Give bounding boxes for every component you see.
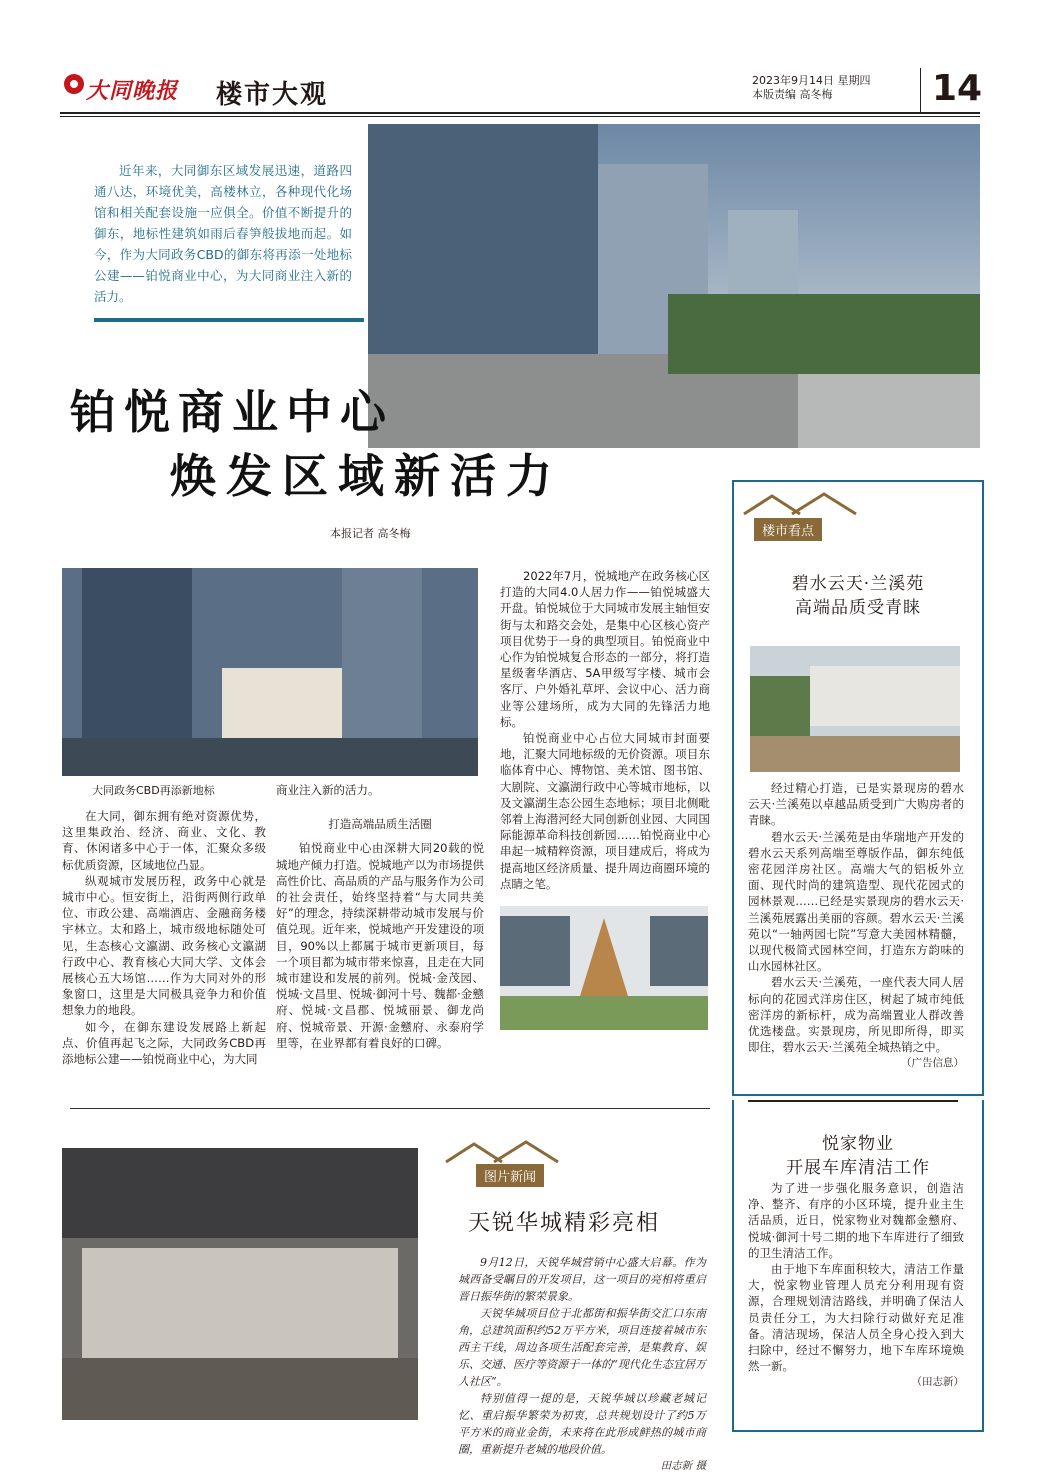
paragraph: 碧水云天·兰溪苑是由华瑞地产开发的碧水云天系列高端至尊版作品，御东纯低密花园洋房社区。高端大气的铝板外立面、现代时尚的建筑造型、现代花园式的园林景观……已经是实景现房的碧水云天·兰溪苑展露出美丽的容颜。碧水云天·兰溪苑以“一轴两园七院”写意大美园林精髓，以现代极简式园林空间，打造东方韵味的山水园林社区。 bbox=[748, 829, 964, 974]
paragraph: 铂悦商业中心占位大同城市封面要地，汇聚大同地标级的无价资源。项目东临体育中心、博物馆、美术馆、图书馆、大剧院、文瀛湖行政中心等城市地标，以及文瀛湖生态公园生态地标；项目北侧毗邻着上海潜河经大同创新创业园、大同国际能源革命科技创新园……铂悦商业中心串起一城精粹资源，项目建成后，将成为提高地区经济质量、提升周边商圈环境的点睛之笔。 bbox=[500, 731, 710, 891]
paragraph: 如今，在御东建设发展路上新起点、价值再起飞之际，大同政务CBD再添地标公建——铂悦商业中心，为大同 bbox=[62, 1019, 266, 1067]
house-roof-icon bbox=[742, 492, 862, 520]
paragraph: 商业注入新的活力。 bbox=[276, 783, 380, 797]
sidebar-2-title bbox=[732, 1132, 984, 1180]
paragraph: 纵观城市发展历程，政务中心就是城市中心。恒安街上，沿街两侧行政单位、市政公建、高端酒店、金融商务楼宇林立。太和路上，城市级地标随处可见，生态核心文瀛湖、政务核心文瀛湖行政中心、教育核心大同大学、文体会展核心五大场馆……作为大同对外的形象窗口，这里是大同极具竞争力和价值想象力的地段。 bbox=[62, 873, 266, 1018]
event-venue-photo bbox=[500, 906, 708, 1030]
sidebar-title bbox=[732, 572, 984, 620]
article-column-3 bbox=[500, 568, 710, 892]
page-number: 14 bbox=[932, 68, 983, 109]
paragraph: 在大同，御东拥有绝对资源优势，这里集政治、经济、商业、文化、教育、休闲诸多中心于一体，汇聚众多级标优质资源，区域地位凸显。 bbox=[62, 809, 266, 872]
intro-rule bbox=[94, 318, 364, 322]
paragraph: 由于地下车库面积较大，清洁工作量大，悦家物业管理人员充分利用现有资源，合理规划清洁路线，并明确了保洁人员责任分工，为大扫除行动做好充足准备。清洁现场，保洁人员全身心投入到大扫除中，经过不懈努力，地下车库环境焕然一新。 bbox=[748, 1262, 964, 1374]
sidebar-article bbox=[748, 780, 964, 1072]
header-rule-thin bbox=[60, 116, 980, 117]
sidebar-2-title-line-2: 开展车库清洁工作 bbox=[786, 1158, 930, 1178]
header-separator bbox=[920, 68, 921, 112]
intro-paragraph: 近年来，大同御东区域发展迅速，道路四通八达，环境优美，高楼林立，各种现代化场馆和相关配套设施一应俱全。价值不断提升的御东，地标性建筑如雨后春笋般拔地而起。如今，作为大同政务CBD的御东将再添一处地标公建——铂悦商业中心，为大同商业注入新的活力。 bbox=[94, 163, 352, 304]
ad-note: （广告信息） bbox=[901, 1057, 964, 1070]
section-divider bbox=[70, 1108, 710, 1109]
author-note: （田志新） bbox=[911, 1376, 964, 1389]
paragraph: 特别值得一提的是，天锐华城以珍藏老城记忆、重启振华繁荣为初衷，总共规划设计了约5万平方米的商业金街，未来将在此形成鲜热的城市商圈，重新提升老城的地段价值。 bbox=[458, 1392, 706, 1456]
cbd-night-photo bbox=[62, 568, 478, 776]
photo-caption: 大同政务CBD再添新地标 bbox=[92, 784, 215, 797]
header-rule bbox=[60, 112, 980, 114]
column-tag: 图片新闻 bbox=[476, 1164, 544, 1187]
sidebar-title-line-1: 碧水云天·兰溪苑 bbox=[791, 574, 925, 594]
byline: 本报记者 高冬梅 bbox=[330, 527, 411, 540]
logo-text: 大同晚报 bbox=[86, 78, 179, 104]
sidebar-title-line-2: 高端品质受青睐 bbox=[795, 598, 921, 618]
article-column-2 bbox=[276, 782, 484, 1051]
paragraph: 天锐华城项目位于北都街和振华街交汇口东南角，总建筑面积约52万平方米，项目连接着城市东西主干线，周边各项生活配套完善，是集教育、娱乐、交通、医疗等资源于一体的“现代化生态宜居万人社区”。 bbox=[458, 1307, 706, 1388]
paragraph: 2022年7月，悦城地产在政务核心区打造的大同4.0人居力作——铂悦城盛大开盘。铂悦城位于大同城市发展主轴恒安街与太和路交会处，是集中心区核心资产项目优势于一身的典型项目。铂悦商业中心作为铂悦城复合形态的一部分，将打造星级奢华酒店、5A甲级写字楼、城市会客厅、户外婚礼草坪、会议中心、活力商业等公建场所，成为大同的先锋活力地标。 bbox=[500, 569, 710, 729]
issue-date: 2023年9月14日 星期四 bbox=[752, 74, 871, 87]
section-title: 楼市大观 bbox=[216, 80, 329, 110]
newspaper-logo bbox=[60, 66, 178, 108]
page-editor: 本版责编 高冬梅 bbox=[752, 88, 833, 101]
hero-photo bbox=[368, 124, 980, 448]
paragraph: 碧水云天·兰溪苑，一座代表大同人居标向的花园式洋房住区，树起了城市纯低密洋房的新标杆，成为高端置业人群改善优选楼盘。实景现房，所见即所得，即买即住，碧水云天·兰溪苑全城热销之中。 bbox=[748, 975, 964, 1055]
subheading: 打造高端品质生活圈 bbox=[328, 817, 432, 832]
photo-news-text bbox=[458, 1254, 706, 1475]
paragraph: 为了进一步强化服务意识，创造洁净、整齐、有序的小区环境，提升业主生活品质，近日，悦家物业对魏都金戆府、悦城·御河十号二期的地下车库进行了细致的卫生清洁工作。 bbox=[748, 1181, 964, 1260]
headline-line-2: 焕发区域新活力 bbox=[170, 449, 562, 503]
paragraph: 铂悦商业中心由深耕大同20载的悦城地产倾力打造。悦城地产以为市场提供高性价比、高品质的产品与服务作为公司的社会责任，始终坚持着“与大同共美好”的理念，持续深耕带动城市发展与价值兑现。近年来，悦城地产开发建设的项目，90%以上都属于城市更新项目，每一个项目都为城市带来惊喜，且走在大同城市建设和发展的前列。悦城·金茂园、悦城·文昌里、悦城·御河十号、魏都·金戆府、悦城·文昌郡、悦城丽景、御龙尚府、悦城帝景、开源·金戆府、永泰府学里等，在业界都有着良好的口碑。 bbox=[276, 841, 484, 1050]
paragraph: 经过精心打造，已是实景现房的碧水云天·兰溪苑以卓越品质受到广大购房者的青睐。 bbox=[748, 781, 964, 828]
column-tag: 楼市看点 bbox=[754, 518, 822, 541]
photo-news-title: 天锐华城精彩亮相 bbox=[468, 1211, 661, 1236]
paragraph: 9月12日，天锐华城营销中心盛大启幕。作为城西备受瞩目的开发项目，这一项目的亮相将重启晋日振华街的繁荣景象。 bbox=[458, 1256, 706, 1303]
residential-garden-photo bbox=[750, 646, 960, 772]
dateline bbox=[752, 74, 871, 102]
photo-credit: 田志新 摄 bbox=[660, 1460, 706, 1472]
sidebar-2-article bbox=[748, 1180, 964, 1391]
article-column-1 bbox=[62, 808, 266, 1067]
sidebar-2-title-line-1: 悦家物业 bbox=[822, 1134, 894, 1154]
sales-center-photo bbox=[62, 1148, 418, 1420]
headline-line-1: 铂悦商业中心 bbox=[70, 385, 394, 439]
